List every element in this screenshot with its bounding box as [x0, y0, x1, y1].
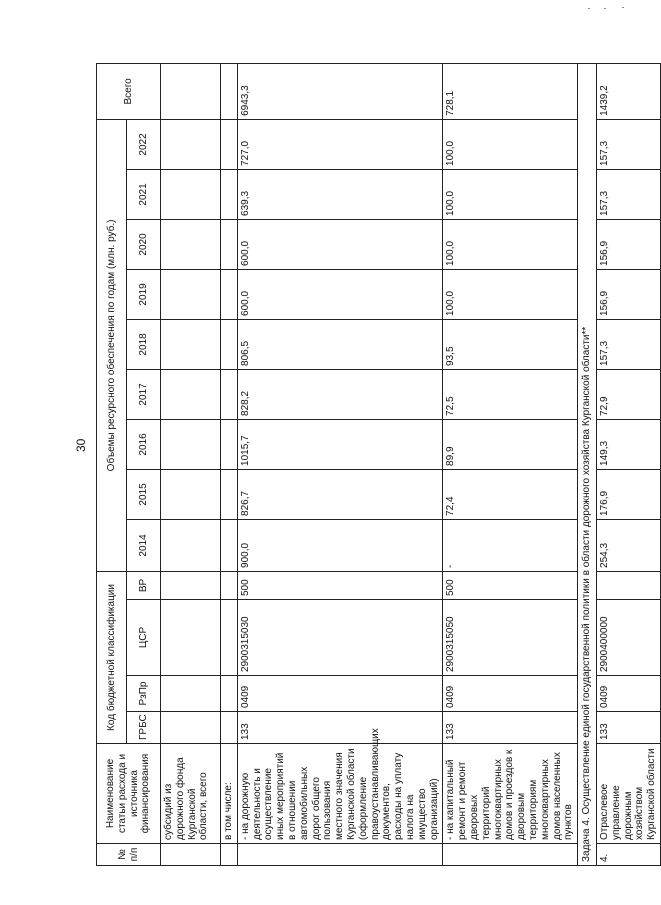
cell-value: 1015,7: [237, 419, 443, 469]
cell-value: 100,0: [443, 169, 578, 219]
cell-name: Отраслевое управление дорожным хозяйством Курганской области: [596, 744, 660, 844]
cell-rzpr: 0409: [596, 676, 660, 712]
cell-num: [161, 844, 221, 866]
cell-value: 157,3: [596, 169, 660, 219]
cell-value: 93,5: [443, 319, 578, 369]
cell-value: 176,9: [596, 469, 660, 519]
col-vr-header: ВР: [127, 571, 161, 599]
cell-value: 157,3: [596, 319, 660, 369]
table-row: [443, 63, 578, 865]
year-header: 2022: [127, 119, 161, 169]
col-rzpr-header: РзПр: [127, 676, 161, 712]
cell-value: 826,7: [237, 469, 443, 519]
cell-value: 100,0: [443, 269, 578, 319]
cell-vr: [221, 571, 238, 599]
cell-total: [161, 63, 221, 119]
table-row: [161, 63, 221, 865]
cell-name: - на капитальный ремонт и ремонт дворовых территорий многоквартирных домов и проездов к дворовым территориям многоквартирных домов населенных пунктов: [443, 744, 578, 844]
cell-value: [161, 469, 221, 519]
scan-speck: [622, 7, 624, 8]
cell-grbs: 133: [237, 712, 443, 744]
year-header: 2020: [127, 219, 161, 269]
col-total-header: Всего: [97, 63, 161, 119]
cell-value: 157,3: [596, 119, 660, 169]
cell-rzpr: [161, 676, 221, 712]
cell-grbs: 133: [596, 712, 660, 744]
cell-rzpr: 0409: [237, 676, 443, 712]
cell-value: [161, 369, 221, 419]
cell-value: [221, 319, 238, 369]
scan-speck: [588, 8, 590, 9]
resource-table: [96, 63, 661, 866]
cell-vr: 500: [443, 571, 578, 599]
cell-value: 727,0: [237, 119, 443, 169]
cell-total: 6943,3: [237, 63, 443, 119]
year-header: 2019: [127, 269, 161, 319]
cell-value: [221, 269, 238, 319]
cell-rzpr: 0409: [443, 676, 578, 712]
cell-value: [221, 519, 238, 571]
cell-value: 254,3: [596, 519, 660, 571]
cell-value: 900,0: [237, 519, 443, 571]
cell-grbs: 133: [443, 712, 578, 744]
col-csr-header: ЦСР: [127, 600, 161, 676]
cell-value: 639,3: [237, 169, 443, 219]
cell-vr: 500: [237, 571, 443, 599]
cell-value: 600,0: [237, 269, 443, 319]
cell-value: 72,4: [443, 469, 578, 519]
cell-value: [161, 419, 221, 469]
cell-value: 806,5: [237, 319, 443, 369]
year-header: 2016: [127, 419, 161, 469]
cell-num: [443, 844, 578, 866]
year-header: 2021: [127, 169, 161, 219]
cell-value: 156,9: [596, 219, 660, 269]
cell-value: 149,3: [596, 419, 660, 469]
col-num-header: № п/п: [97, 844, 161, 866]
cell-value: 72,9: [596, 369, 660, 419]
year-header: 2018: [127, 319, 161, 369]
scan-speck: [604, 8, 606, 9]
cell-value: 100,0: [443, 119, 578, 169]
cell-value: 156,9: [596, 269, 660, 319]
cell-value: [221, 219, 238, 269]
task-4-heading: Задача 4. Осуществление единой государственной политики в области дорожного хозяйства Курганской области**: [578, 63, 597, 865]
table-row: [221, 63, 238, 865]
cell-total: [221, 63, 238, 119]
cell-value: [221, 419, 238, 469]
cell-num: [237, 844, 443, 866]
cell-csr: 2900315030: [237, 600, 443, 676]
cell-value: 828,2: [237, 369, 443, 419]
col-code-header: Код бюджетной классификации: [97, 571, 127, 743]
cell-value: [161, 169, 221, 219]
cell-value: -: [443, 519, 578, 571]
cell-name: - на дорожную деятельность и осуществление иных мероприятий в отношении автомобильных дорог общего пользования местного значения Курганской области (оформление правоустанавливающих документов, расходы на уплату налога на имущество организаций): [237, 744, 443, 844]
year-header: 2014: [127, 519, 161, 571]
cell-value: [161, 269, 221, 319]
cell-value: [221, 169, 238, 219]
cell-value: [161, 219, 221, 269]
cell-name: в том числе:: [221, 744, 238, 844]
cell-grbs: [221, 712, 238, 744]
year-header: 2017: [127, 369, 161, 419]
col-name-header: Наименование статьи расхода и источника финансирования: [97, 744, 161, 844]
cell-total: 1439,2: [596, 63, 660, 119]
cell-csr: 2900315050: [443, 600, 578, 676]
cell-csr: [161, 600, 221, 676]
year-header: 2015: [127, 469, 161, 519]
cell-value: [161, 319, 221, 369]
cell-value: [221, 369, 238, 419]
cell-value: 100,0: [443, 219, 578, 269]
cell-value: 600,0: [237, 219, 443, 269]
table-row: [596, 63, 660, 865]
cell-vr: [596, 571, 660, 599]
col-grbs-header: ГРБС: [127, 712, 161, 744]
cell-num: [221, 844, 238, 866]
cell-value: [161, 519, 221, 571]
cell-value: 72,5: [443, 369, 578, 419]
col-volume-header: Объемы ресурсного обеспечения по годам (млн. руб.): [97, 119, 127, 571]
cell-value: 89,9: [443, 419, 578, 469]
cell-value: [221, 469, 238, 519]
task-row: [578, 63, 597, 865]
cell-name: субсидий из дорожного фонда Курганской области, всего: [161, 744, 221, 844]
cell-csr: 2900400000: [596, 600, 660, 676]
table-row: [237, 63, 443, 865]
cell-rzpr: [221, 676, 238, 712]
cell-num: 4.: [596, 844, 660, 866]
cell-value: [161, 119, 221, 169]
rotated-table-wrapper: [96, 64, 658, 866]
cell-csr: [221, 600, 238, 676]
cell-total: 728,1: [443, 63, 578, 119]
page-number: 30: [74, 438, 88, 452]
cell-value: [221, 119, 238, 169]
cell-vr: [161, 571, 221, 599]
cell-grbs: [161, 712, 221, 744]
